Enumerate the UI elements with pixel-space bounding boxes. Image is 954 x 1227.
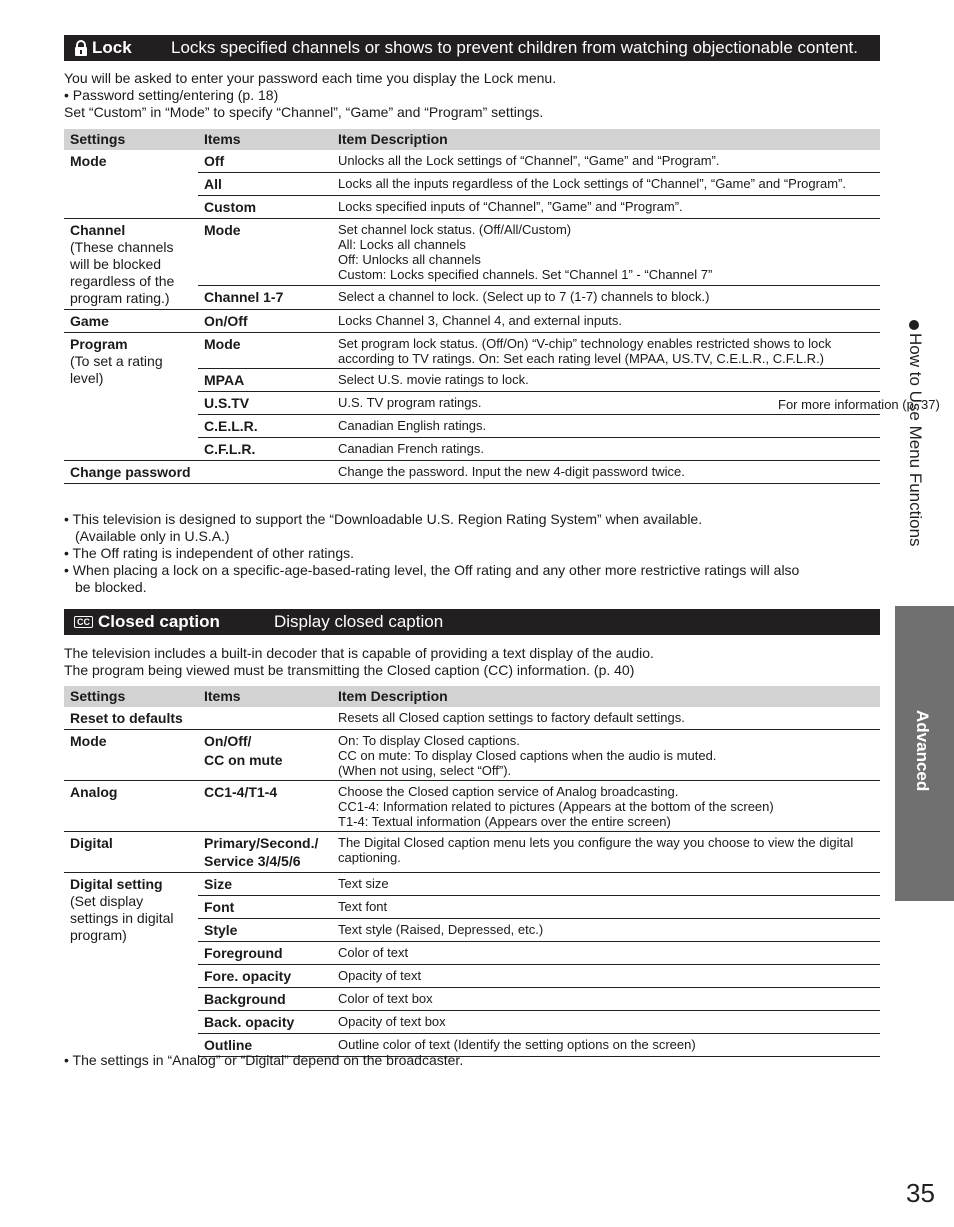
setting-cell: Mode: [70, 153, 107, 169]
desc-cell: Outline color of text (Identify the setting options on the screen): [332, 1034, 880, 1057]
setting-sub: (These channels will be blocked regardless of the program rating.): [70, 239, 175, 306]
intro-line: The program being viewed must be transmitting the Closed caption (CC) information. (p. 40): [64, 662, 635, 678]
item-line: Service 3/4/5/6: [204, 853, 301, 869]
cc-notes: [64, 1052, 463, 1069]
cc-intro: [64, 645, 654, 679]
setting-name: Digital setting: [70, 876, 163, 892]
note-line: be blocked.: [75, 579, 147, 595]
intro-line: Set “Custom” in “Mode” to specify “Channel”, “Game” and “Program” settings.: [64, 104, 544, 120]
desc-cell: Text style (Raised, Depressed, etc.): [332, 919, 880, 942]
setting-cell: Analog: [64, 781, 198, 832]
bullet-icon: [909, 320, 919, 330]
table-row: [64, 310, 880, 333]
desc-line: Choose the Closed caption service of Analog broadcasting.: [338, 784, 679, 799]
setting-name: Program: [70, 336, 128, 352]
desc-line: All: Locks all channels: [338, 237, 466, 252]
closed-caption-section-header: [64, 609, 880, 635]
table-header-row: [64, 686, 880, 707]
section-side-text: [905, 320, 925, 547]
header-settings: Settings: [64, 129, 198, 150]
item-cell: Outline: [198, 1034, 332, 1057]
desc-cell: Canadian French ratings.: [332, 438, 880, 461]
table-header-row: [64, 129, 880, 150]
lock-title: Lock: [92, 38, 132, 57]
setting-name: Channel: [70, 222, 126, 238]
setting-cell: Game: [64, 310, 198, 333]
table-row: [64, 150, 880, 173]
desc-cell: Color of text box: [332, 988, 880, 1011]
setting-cell: Digital: [64, 832, 198, 873]
table-row: [64, 219, 880, 286]
item-cell: Font: [198, 896, 332, 919]
desc-cell: [332, 219, 880, 286]
item-cell: MPAA: [198, 369, 332, 392]
desc-cell: Change the password. Input the new 4-digit password twice.: [332, 461, 880, 484]
note-line: (Available only in U.S.A.): [75, 528, 230, 544]
desc-cell: Opacity of text box: [332, 1011, 880, 1034]
note-line: • The settings in “Analog” or “Digital” depend on the broadcaster.: [64, 1052, 464, 1068]
desc-line: CC1-4: Information related to pictures (Appears at the bottom of the screen): [338, 799, 774, 814]
item-cell: C.F.L.R.: [198, 438, 332, 461]
for-more-information-note: For more information (p. 37): [778, 397, 940, 412]
item-cell: Foreground: [198, 942, 332, 965]
item-cell: Mode: [198, 219, 332, 286]
header-items: Items: [198, 129, 332, 150]
desc-line: Custom: Locks specified channels. Set “Channel 1” - “Channel 7”: [338, 267, 713, 282]
item-cell: Channel 1-7: [198, 286, 332, 310]
desc-line: CC on mute: To display Closed captions when the audio is muted.: [338, 748, 717, 763]
item-cell: Background: [198, 988, 332, 1011]
desc-cell: Set program lock status. (Off/On) “V-chip” technology enables restricted shows to lock according to TV ratings. On: Set each rating level (MPAA, US.TV, C.E.L.R., C.F.L.R.): [332, 333, 880, 369]
desc-line: T1-4: Textual information (Appears over the entire screen): [338, 814, 671, 829]
note-line: • This television is designed to support the “Downloadable U.S. Region Rating System” when available.: [64, 511, 703, 527]
cc-icon: [74, 616, 93, 628]
intro-line: The television includes a built-in decoder that is capable of providing a text display of the audio.: [64, 645, 654, 661]
table-row: [64, 873, 880, 896]
note-line: • When placing a lock on a specific-age-based-rating level, the Off rating and any other more restrictive ratings will also: [64, 562, 800, 578]
setting-cell: [64, 873, 198, 1057]
desc-cell: Resets all Closed caption settings to factory default settings.: [338, 710, 685, 725]
item-cell: Size: [198, 873, 332, 896]
desc-cell: Canadian English ratings.: [332, 415, 880, 438]
advanced-tab[interactable]: [895, 606, 954, 901]
table-row: [64, 832, 880, 873]
setting-cell: Mode: [64, 730, 198, 781]
desc-line: (When not using, select “Off”).: [338, 763, 512, 778]
advanced-tab-label: Advanced: [913, 710, 932, 792]
desc-cell: [332, 781, 880, 832]
item-cell: All: [198, 173, 332, 196]
setting-cell: [64, 219, 198, 310]
setting-cell: [64, 333, 198, 461]
item-line: Primary/Second./: [204, 835, 319, 851]
intro-line: You will be asked to enter your password each time you display the Lock menu.: [64, 70, 557, 86]
page-number: 35: [906, 1178, 935, 1208]
header-items: Items: [198, 686, 332, 707]
table-row: [64, 461, 880, 484]
desc-cell: Locks all the inputs regardless of the Lock settings of “Channel”, “Game” and “Program”.: [332, 173, 880, 196]
cc-description: Display closed caption: [274, 612, 444, 631]
lock-table: [64, 129, 880, 484]
section-side-label: [895, 320, 954, 590]
cc-title: Closed caption: [98, 612, 220, 631]
desc-cell: Locks specified inputs of “Channel”, ”Game” and “Program”.: [332, 196, 880, 219]
item-line: CC on mute: [204, 752, 283, 768]
desc-cell: Opacity of text: [332, 965, 880, 988]
desc-cell: Locks Channel 3, Channel 4, and external inputs.: [332, 310, 880, 333]
item-cell: Back. opacity: [198, 1011, 332, 1034]
desc-cell: Color of text: [332, 942, 880, 965]
desc-line: Off: Unlocks all channels: [338, 252, 481, 267]
setting-cell: Reset to defaults: [70, 710, 183, 726]
header-settings: Settings: [64, 686, 198, 707]
lock-notes: [64, 511, 799, 596]
item-line: On/Off/: [204, 733, 252, 749]
setting-cell: Change password: [64, 461, 198, 484]
item-cell: Custom: [198, 196, 332, 219]
item-cell: [198, 461, 332, 484]
item-cell: Fore. opacity: [198, 965, 332, 988]
desc-cell: The Digital Closed caption menu lets you configure the way you choose to view the digital captioning.: [332, 832, 880, 873]
desc-cell: U.S. TV program ratings.: [332, 392, 880, 415]
item-cell: Mode: [198, 333, 332, 369]
desc-cell: Text size: [332, 873, 880, 896]
lock-description: Locks specified channels or shows to prevent children from watching objectionable content.: [171, 38, 858, 57]
desc-cell: Text font: [332, 896, 880, 919]
desc-cell: Select a channel to lock. (Select up to 7 (1-7) channels to block.): [332, 286, 880, 310]
item-cell: [198, 730, 332, 781]
section-name: How to Use Menu Functions: [906, 333, 925, 547]
lock-icon: [74, 40, 88, 57]
item-cell: Off: [204, 153, 225, 169]
cc-badge: CC: [74, 616, 93, 628]
item-cell: [198, 832, 332, 873]
item-cell: Style: [198, 919, 332, 942]
item-cell: C.E.L.R.: [198, 415, 332, 438]
table-row: [64, 707, 880, 730]
note-line: • The Off rating is independent of other ratings.: [64, 545, 355, 561]
desc-cell: [332, 730, 880, 781]
item-cell: CC1-4/T1-4: [198, 781, 332, 832]
setting-sub: (To set a rating level): [70, 353, 163, 386]
header-description: Item Description: [332, 686, 880, 707]
table-row: [64, 730, 880, 781]
setting-sub: (Set display settings in digital program): [70, 893, 174, 943]
header-description: Item Description: [332, 129, 880, 150]
item-cell: U.S.TV: [198, 392, 332, 415]
desc-cell: Select U.S. movie ratings to lock.: [332, 369, 880, 392]
item-cell: On/Off: [198, 310, 332, 333]
desc-line: On: To display Closed captions.: [338, 733, 520, 748]
intro-line: • Password setting/entering (p. 18): [64, 87, 279, 103]
desc-cell: Unlocks all the Lock settings of “Channel”, “Game” and “Program”.: [338, 153, 720, 168]
cc-table: [64, 686, 880, 1057]
table-row: [64, 333, 880, 369]
item-cell: [198, 707, 332, 730]
desc-line: Set channel lock status. (Off/All/Custom): [338, 222, 572, 237]
table-row: [64, 781, 880, 832]
lock-section-header: [64, 35, 880, 61]
lock-intro: [64, 70, 556, 121]
